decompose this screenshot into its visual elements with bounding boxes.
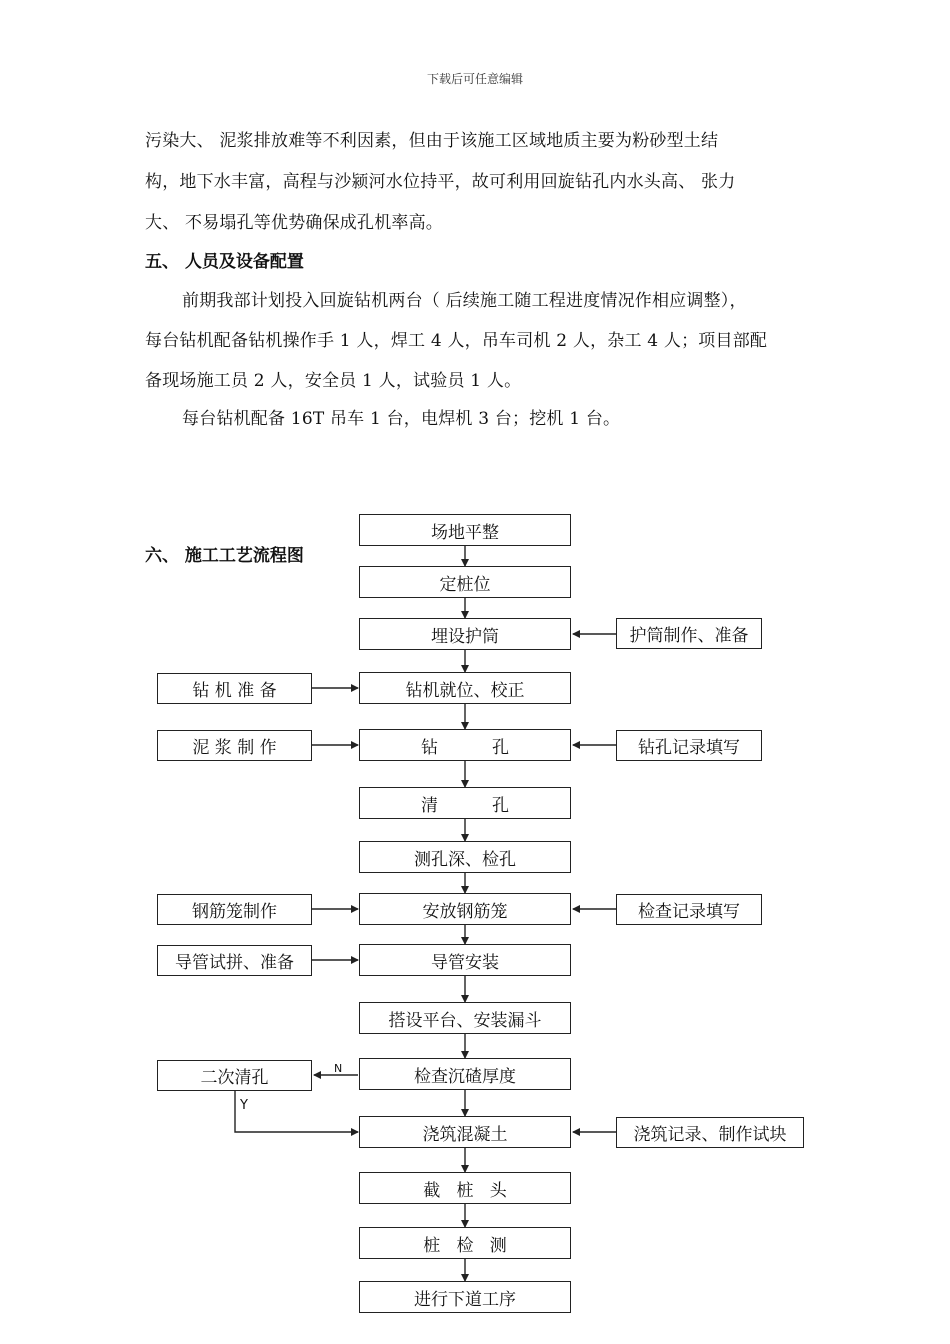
side-mud-making: 泥 浆 制 作 bbox=[157, 730, 312, 761]
side-casing-making: 护筒制作、准备 bbox=[616, 618, 762, 649]
branch-no-label: N bbox=[334, 1062, 343, 1075]
step-cage-placement: 安放钢筋笼 bbox=[359, 893, 571, 925]
para1-line-2: 每台钻机配备钻机操作手 1 人，焊工 4 人，吊车司机 2 人，杂工 4 人；项目部配 bbox=[145, 331, 768, 351]
step-pile-head-cut: 截 桩 头 bbox=[359, 1172, 571, 1204]
section-6-heading: 六、 施工工艺流程图 bbox=[145, 546, 304, 566]
side-drill-prep: 钻 机 准 备 bbox=[157, 673, 312, 704]
side-second-cleaning: 二次清孔 bbox=[157, 1060, 312, 1091]
step-concrete-pour: 浇筑混凝土 bbox=[359, 1116, 571, 1148]
body-line-2: 构，地下水丰富，高程与沙颍河水位持平，故可利用回旋钻孔内水头高、 张力 bbox=[145, 172, 736, 192]
para1-line-3: 备现场施工员 2 人，安全员 1 人，试验员 1 人。 bbox=[145, 371, 522, 391]
step-rig-positioning: 钻机就位、校正 bbox=[359, 672, 571, 704]
step-tremie-install: 导管安装 bbox=[359, 944, 571, 976]
page-header: 下载后可任意编辑 bbox=[426, 72, 523, 86]
side-cage-making: 钢筋笼制作 bbox=[157, 894, 312, 925]
side-pour-record: 浇筑记录、制作试块 bbox=[616, 1117, 804, 1148]
step-next-process: 进行下道工序 bbox=[359, 1281, 571, 1313]
body-line-1: 污染大、 泥浆排放难等不利因素，但由于该施工区域地质主要为粉砂型土结 bbox=[145, 131, 719, 151]
step-pile-positioning: 定桩位 bbox=[359, 566, 571, 598]
para2: 每台钻机配备 16T 吊车 1 台，电焊机 3 台；挖机 1 台。 bbox=[182, 409, 621, 429]
side-check-record: 检查记录填写 bbox=[616, 894, 762, 925]
side-drill-record: 钻孔记录填写 bbox=[616, 730, 762, 761]
step-depth-check: 测孔深、检孔 bbox=[359, 841, 571, 873]
side-tremie-test: 导管试拼、准备 bbox=[157, 945, 312, 976]
step-drilling: 钻 孔 bbox=[359, 729, 571, 761]
para1-line-1: 前期我部计划投入回旋钻机两台（ 后续施工随工程进度情况作相应调整）， bbox=[182, 291, 747, 311]
section-5-heading: 五、 人员及设备配置 bbox=[145, 252, 304, 272]
step-casing-burying: 埋设护筒 bbox=[359, 618, 571, 650]
branch-yes-label: Y bbox=[240, 1098, 248, 1113]
step-sediment-check: 检查沉碴厚度 bbox=[359, 1058, 571, 1090]
step-site-leveling: 场地平整 bbox=[359, 514, 571, 546]
step-pile-test: 桩 检 测 bbox=[359, 1227, 571, 1259]
step-hole-cleaning: 清 孔 bbox=[359, 787, 571, 819]
body-line-3: 大、 不易塌孔等优势确保成孔机率高。 bbox=[145, 213, 444, 233]
step-platform-hopper: 搭设平台、安装漏斗 bbox=[359, 1002, 571, 1034]
